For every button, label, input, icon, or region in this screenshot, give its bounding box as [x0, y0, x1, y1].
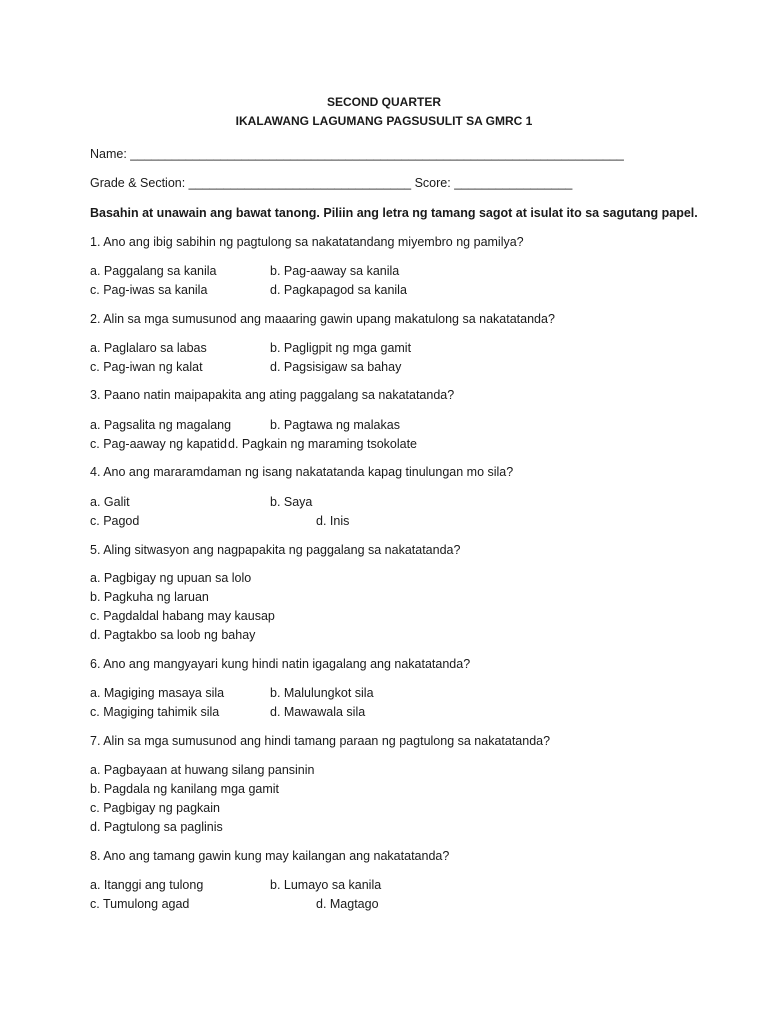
q1-option-a: a. Paggalang sa kanila	[90, 264, 217, 278]
q8-option-d: d. Magtago	[316, 897, 379, 911]
question-4: 4. Ano ang mararamdaman ng isang nakatatanda kapag tinulungan mo sila?	[90, 465, 514, 479]
q4-option-b: b. Saya	[270, 495, 313, 509]
instructions: Basahin at unawain ang bawat tanong. Piliin ang letra ng tamang sagot at isulat ito sa sagutang papel.	[90, 206, 698, 220]
q6-option-c: c. Magiging tahimik sila	[90, 705, 220, 719]
grade-score-field: Grade & Section: ________________________________ Score: _________________	[90, 176, 573, 190]
question-3: 3. Paano natin maipapakita ang ating paggalang sa nakatatanda?	[90, 388, 455, 402]
q4-option-a: a. Galit	[90, 495, 130, 509]
q4-option-c: c. Pagod	[90, 514, 140, 528]
q3-option-d: d. Pagkain ng maraming tsokolate	[228, 437, 417, 451]
question-2: 2. Alin sa mga sumusunod ang maaaring gawin upang makatulong sa nakatatanda?	[90, 312, 555, 326]
q2-option-d: d. Pagsisigaw sa bahay	[270, 360, 402, 374]
q4-option-d: d. Inis	[316, 514, 350, 528]
q7-option-a: a. Pagbayaan at huwang silang pansinin	[90, 763, 315, 777]
question-7: 7. Alin sa mga sumusunod ang hindi tamang paraan ng pagtulong sa nakatatanda?	[90, 734, 551, 748]
q6-option-a: a. Magiging masaya sila	[90, 686, 225, 700]
q2-option-a: a. Paglalaro sa labas	[90, 341, 207, 355]
q7-option-b: b. Pagdala ng kanilang mga gamit	[90, 782, 280, 796]
question-1: 1. Ano ang ibig sabihin ng pagtulong sa nakatatandang miyembro ng pamilya?	[90, 235, 524, 249]
question-5: 5. Aling sitwasyon ang nagpapakita ng paggalang sa nakatatanda?	[90, 543, 461, 557]
q6-option-b: b. Malulungkot sila	[270, 686, 374, 700]
q5-option-b: b. Pagkuha ng laruan	[90, 590, 209, 604]
question-6: 6. Ano ang mangyayari kung hindi natin igagalang ang nakatatanda?	[90, 657, 471, 671]
q7-option-c: c. Pagbigay ng pagkain	[90, 801, 220, 815]
q8-option-a: a. Itanggi ang tulong	[90, 878, 204, 892]
quarter-heading: SECOND QUARTER	[326, 95, 441, 109]
q1-option-c: c. Pag-iwas sa kanila	[90, 283, 208, 297]
q8-option-c: c. Tumulong agad	[90, 897, 190, 911]
q1-option-d: d. Pagkapagod sa kanila	[270, 283, 407, 297]
q5-option-c: c. Pagdaldal habang may kausap	[90, 609, 275, 623]
q5-option-a: a. Pagbigay ng upuan sa lolo	[90, 571, 252, 585]
exam-header	[0, 93, 768, 131]
q7-option-d: d. Pagtulong sa paglinis	[90, 820, 223, 834]
q2-option-c: c. Pag-iwan ng kalat	[90, 360, 203, 374]
exam-title: IKALAWANG LAGUMANG PAGSUSULIT SA GMRC 1	[235, 114, 533, 128]
q5-option-d: d. Pagtakbo sa loob ng bahay	[90, 628, 256, 642]
name-field: Name: _______________________________________________________________________	[90, 147, 624, 161]
question-8: 8. Ano ang tamang gawin kung may kailangan ang nakatatanda?	[90, 849, 450, 863]
q3-option-b: b. Pagtawa ng malakas	[270, 418, 400, 432]
q6-option-d: d. Mawawala sila	[270, 705, 366, 719]
q3-option-c: c. Pag-aaway ng kapatid	[90, 437, 227, 451]
q2-option-b: b. Pagligpit ng mga gamit	[270, 341, 412, 355]
q3-option-a: a. Pagsalita ng magalang	[90, 418, 232, 432]
q1-option-b: b. Pag-aaway sa kanila	[270, 264, 400, 278]
q8-option-b: b. Lumayo sa kanila	[270, 878, 382, 892]
